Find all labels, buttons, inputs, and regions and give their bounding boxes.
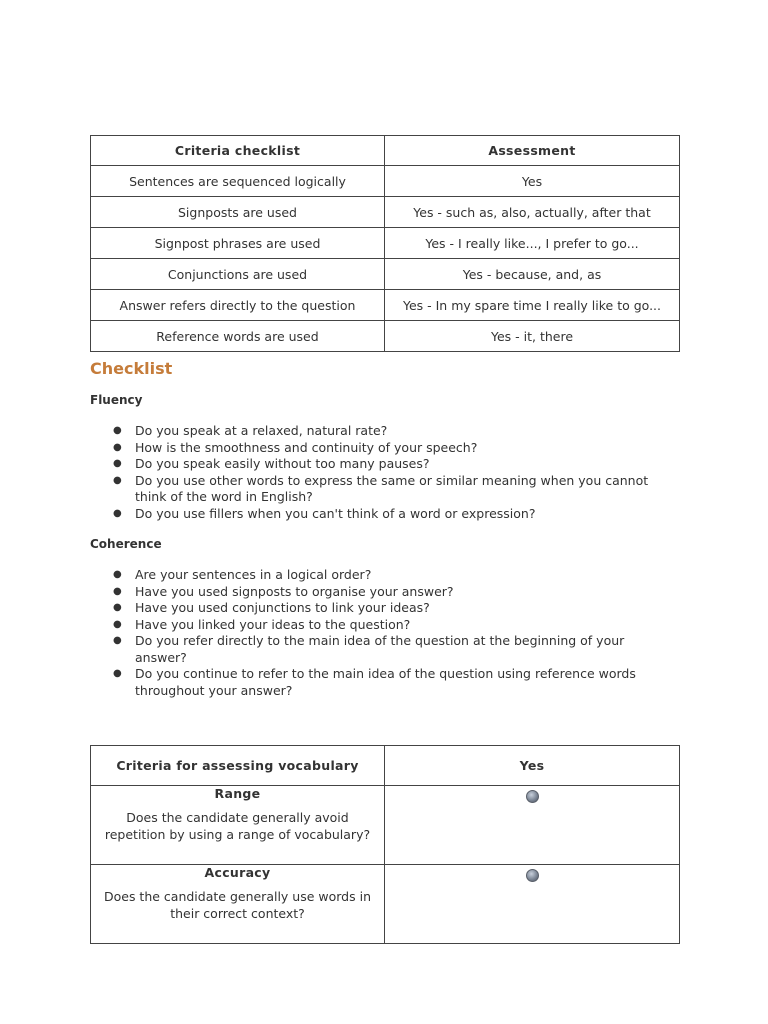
criteria-cell: Signposts are used (91, 197, 385, 228)
list-item: ● Do you use fillers when you can't think of a word or expression? (113, 505, 536, 521)
list-item: ● Do you continue to refer to the main idea of the question using reference words throughout your answer? (113, 666, 636, 698)
criteria-cell: Conjunctions are used (91, 259, 385, 290)
list-item: ● Have you used conjunctions to link your ideas? (113, 600, 430, 615)
criteria-description: Does the candidate generally avoid repetition by using a range of vocabulary? (104, 810, 371, 842)
table-row (91, 166, 680, 197)
list-item: ● Have you used signposts to organise your answer? (113, 583, 454, 599)
assessment-cell: Yes - such as, also, actually, after that (385, 197, 680, 228)
header-yes: Yes (385, 746, 680, 786)
criteria-cell (91, 865, 385, 944)
bullet-icon: ● (113, 474, 122, 486)
assessment-cell: Yes - I really like..., I prefer to go... (385, 228, 680, 259)
list-item: ● Do you use other words to express the same or similar meaning when you cannot think of the word in English? (113, 472, 649, 504)
vocabulary-criteria-table (90, 745, 680, 944)
fluency-list (90, 423, 679, 522)
criteria-checklist-table (90, 135, 680, 352)
fluency-heading: Fluency (90, 393, 143, 407)
criteria-cell: Reference words are used (91, 321, 385, 352)
header-criteria-checklist: Criteria checklist (91, 136, 385, 166)
range-yes-radio-icon[interactable] (526, 790, 539, 803)
table-row (91, 865, 680, 944)
bullet-icon: ● (113, 585, 122, 597)
list-item: ● Have you linked your ideas to the question? (113, 616, 411, 632)
list-item: ● Are your sentences in a logical order? (113, 567, 372, 582)
table-header-row (91, 746, 680, 786)
criteria-cell: Signpost phrases are used (91, 228, 385, 259)
table-row (91, 259, 680, 290)
assessment-cell: Yes - it, there (385, 321, 680, 352)
table-row (91, 321, 680, 352)
criteria-description: Does the candidate generally use words in their correct context? (103, 889, 372, 921)
header-criteria-vocabulary: Criteria for assessing vocabulary (91, 746, 385, 786)
document-page (90, 135, 679, 944)
bullet-icon: ● (113, 458, 122, 469)
header-assessment: Assessment (385, 136, 680, 166)
list-item: ● How is the smoothness and continuity of your speech? (113, 439, 478, 455)
accuracy-yes-radio-icon[interactable] (526, 869, 539, 882)
criteria-cell: Answer refers directly to the question (91, 290, 385, 321)
assessment-cell: Yes - because, and, as (385, 259, 680, 290)
table-header-row (91, 136, 680, 166)
bullet-icon: ● (113, 602, 122, 613)
bullet-icon: ● (113, 635, 122, 646)
list-item: ● Do you speak easily without too many pauses? (113, 456, 430, 471)
table-row (91, 197, 680, 228)
yes-cell (385, 786, 680, 865)
criteria-title-accuracy: Accuracy (204, 865, 271, 880)
bullet-icon: ● (113, 507, 122, 519)
list-item: ● Do you speak at a relaxed, natural rate? (113, 423, 388, 438)
coherence-list (90, 567, 679, 699)
checklist-heading: Checklist (90, 359, 173, 378)
coherence-heading: Coherence (90, 537, 162, 551)
bullet-icon: ● (113, 618, 122, 630)
criteria-title-range: Range (214, 786, 261, 801)
criteria-cell (91, 786, 385, 865)
table-row (91, 786, 680, 865)
table-row (91, 228, 680, 259)
bullet-icon: ● (113, 425, 122, 436)
yes-cell (385, 865, 680, 944)
bullet-icon: ● (113, 569, 122, 580)
bullet-icon: ● (113, 668, 122, 679)
criteria-cell: Sentences are sequenced logically (91, 166, 385, 197)
assessment-cell: Yes - In my spare time I really like to go... (385, 290, 680, 321)
list-item: ● Do you refer directly to the main idea of the question at the beginning of your answer? (113, 633, 625, 665)
bullet-icon: ● (113, 441, 122, 453)
table-row (91, 290, 680, 321)
assessment-cell: Yes (385, 166, 680, 197)
